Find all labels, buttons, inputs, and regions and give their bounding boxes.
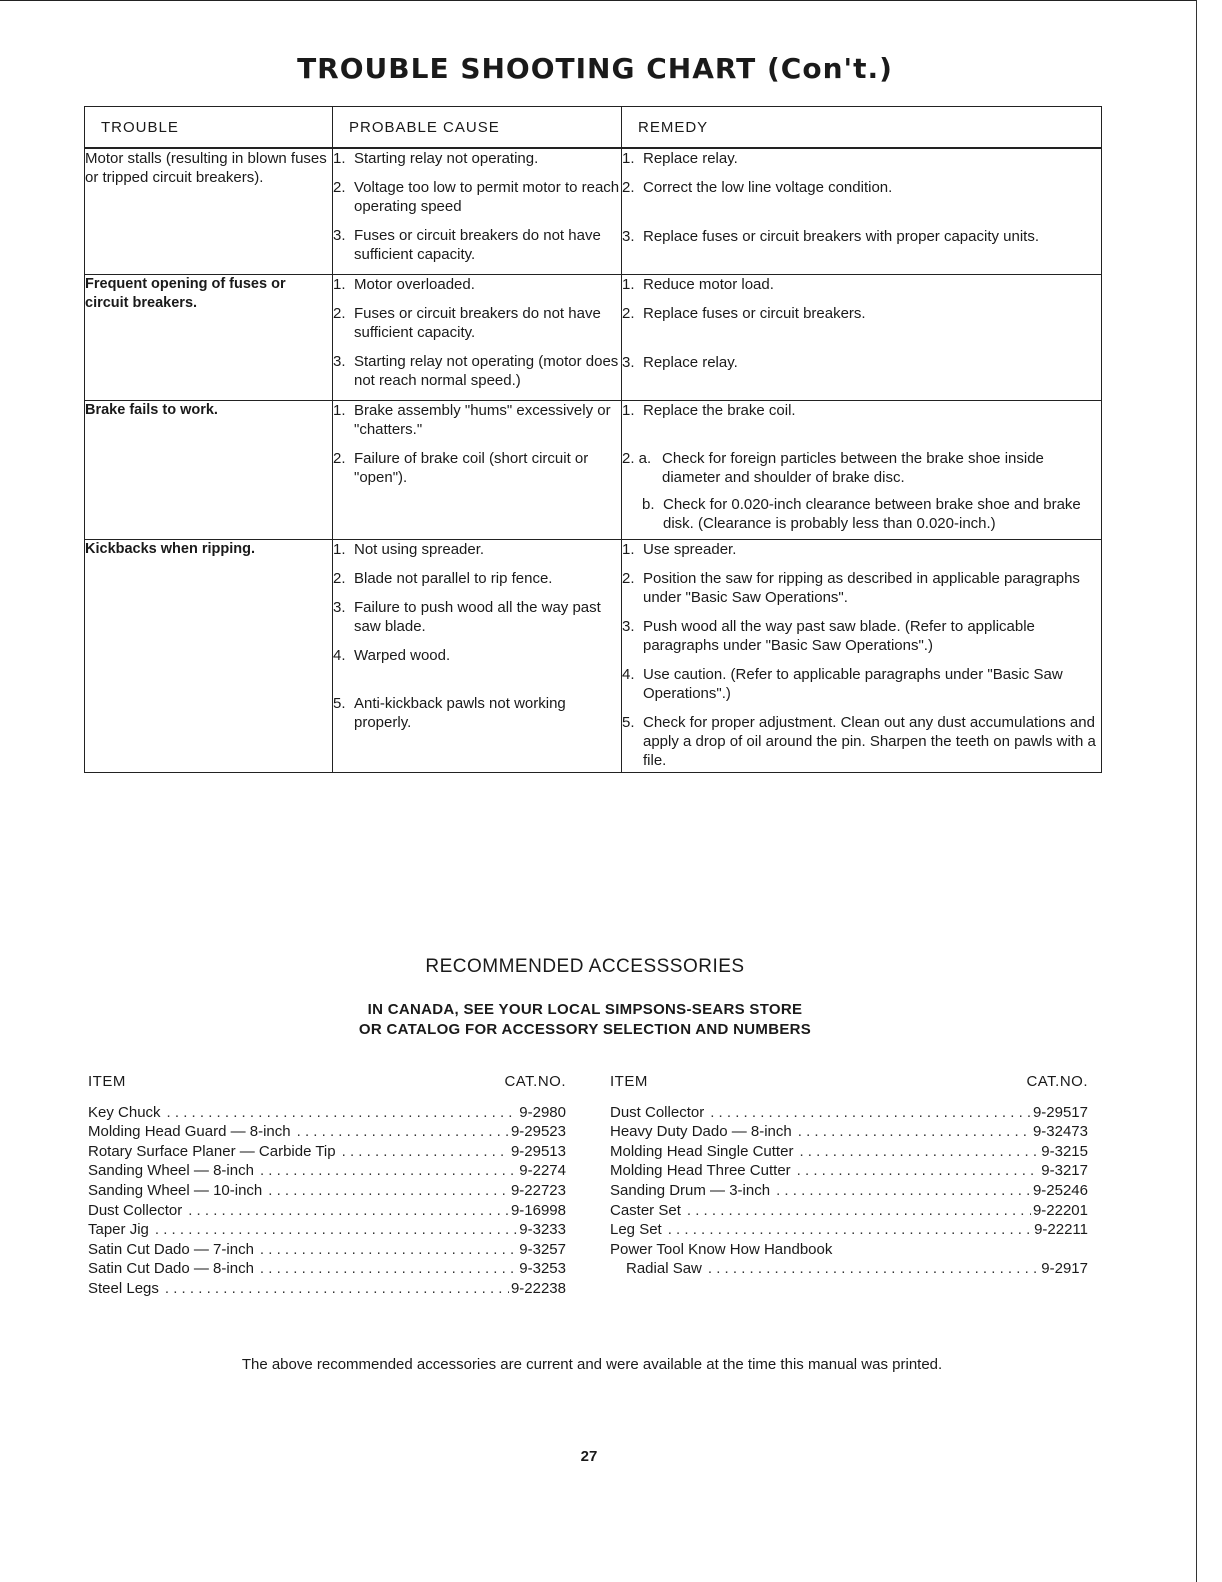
- accessory-cat-no: 9-16998: [510, 1201, 566, 1219]
- list-item: [622, 569, 1101, 607]
- accessory-name: Caster Set: [610, 1201, 681, 1219]
- item-text: Correct the low line voltage condition.: [643, 179, 893, 196]
- leader-dots: [155, 1220, 517, 1240]
- accessory-name: Leg Set: [610, 1221, 662, 1239]
- item-text: Motor overloaded.: [354, 276, 475, 293]
- accessory-name: Molding Head Guard — 8-inch: [88, 1123, 291, 1141]
- accessory-row: [610, 1240, 1088, 1260]
- accessory-name: Dust Collector: [88, 1201, 183, 1219]
- item-number: 1.: [333, 276, 346, 293]
- item-number: 2.: [333, 570, 346, 587]
- table-row: [85, 401, 1102, 540]
- remedy-cell: [622, 275, 1102, 401]
- accessory-cat-no: 9-2917: [1041, 1260, 1088, 1278]
- list-item: [333, 540, 621, 559]
- cat-column-header: CAT.NO.: [1026, 1073, 1088, 1090]
- accessory-cat-no: 9-2980: [519, 1103, 566, 1121]
- trouble-cell: [85, 148, 333, 275]
- leader-dots: [260, 1161, 517, 1181]
- leader-dots: [797, 1161, 1040, 1181]
- leader-dots: [188, 1201, 509, 1221]
- accessory-name: Radial Saw: [626, 1260, 702, 1278]
- list-item: [622, 401, 1101, 420]
- item-number: 1.: [622, 402, 635, 419]
- item-text: Not using spreader.: [354, 541, 485, 558]
- accessory-cat-no: 9-3233: [519, 1221, 566, 1239]
- item-text: Replace relay.: [643, 354, 738, 371]
- list-item: [333, 598, 621, 636]
- leader-dots: [776, 1181, 1031, 1201]
- table-row: [85, 275, 1102, 401]
- item-column-header: ITEM: [610, 1073, 648, 1090]
- accessory-row: [610, 1220, 1088, 1240]
- item-text: Check for foreign particles between the brake shoe inside diameter and shoulder of brake disc.: [662, 450, 1044, 486]
- subtitle-line: OR CATALOG FOR ACCESSORY SELECTION AND NUMBERS: [358, 1021, 812, 1038]
- accessory-name: Molding Head Single Cutter: [610, 1142, 794, 1160]
- item-number: 2.: [622, 179, 635, 196]
- accessory-row: [88, 1240, 566, 1260]
- accessories-title: RECOMMENDED ACCESSSORIES: [425, 956, 745, 977]
- trouble-cell: [85, 275, 333, 401]
- leader-dots: [167, 1103, 518, 1123]
- accessory-row: [88, 1122, 566, 1142]
- cat-column-header: CAT.NO.: [504, 1073, 566, 1090]
- accessory-cat-no: 9-29517: [1032, 1103, 1088, 1121]
- item-text: Voltage too low to permit motor to reach operating speed: [354, 179, 620, 215]
- accessory-row: [88, 1279, 566, 1299]
- list-item: [333, 275, 621, 294]
- accessory-row: [88, 1201, 566, 1221]
- accessory-name: Sanding Drum — 3-inch: [610, 1181, 771, 1199]
- item-text: Push wood all the way past saw blade. (Refer to applicable paragraphs under "Basic Saw Operations".): [643, 618, 1035, 654]
- accessory-row: [88, 1103, 566, 1123]
- accessory-cat-no: 9-3257: [519, 1240, 566, 1258]
- accessory-name: Satin Cut Dado — 8-inch: [88, 1260, 254, 1278]
- accessory-name: Sanding Wheel — 10-inch: [88, 1181, 263, 1199]
- item-text: Brake assembly "hums" excessively or "chatters.": [354, 402, 611, 438]
- list-item: [622, 540, 1101, 559]
- item-number: 3.: [622, 618, 635, 635]
- list-item: [333, 694, 621, 732]
- item-number: 3.: [333, 599, 346, 616]
- item-text: Failure of brake coil (short circuit or "open").: [354, 450, 589, 486]
- list-item: [622, 617, 1101, 655]
- list-item: [642, 495, 1101, 533]
- item-number: 2.: [622, 570, 635, 587]
- item-number: 4.: [333, 647, 346, 664]
- accessory-row: [610, 1103, 1088, 1123]
- trouble-shooting-table: [84, 106, 1102, 773]
- item-text: Fuses or circuit breakers do not have sufficient capacity.: [354, 305, 601, 341]
- item-number: 3.: [333, 353, 346, 370]
- accessory-row: [610, 1122, 1088, 1142]
- header-probable-cause: PROBABLE CAUSE: [333, 107, 622, 149]
- item-number: 5.: [333, 695, 346, 712]
- accessory-name: Sanding Wheel — 8-inch: [88, 1162, 254, 1180]
- item-number: 2. a.: [622, 450, 652, 467]
- accessories-subtitle: [0, 1000, 1170, 1040]
- footnote: The above recommended accessories are current and were available at the time this manual was printed.: [241, 1356, 943, 1373]
- accessory-cat-no: 9-29523: [510, 1123, 566, 1141]
- list-item: [333, 449, 621, 487]
- accessory-name: Steel Legs: [88, 1279, 159, 1297]
- remedy-cell: [622, 540, 1102, 773]
- trouble-cell: [85, 401, 333, 540]
- list-item: [622, 449, 1101, 487]
- top-border: [0, 0, 1196, 1]
- accessory-row: [88, 1142, 566, 1162]
- item-number: 1.: [622, 541, 635, 558]
- leader-dots: [710, 1103, 1031, 1123]
- item-number: 2.: [333, 305, 346, 322]
- leader-dots: [668, 1220, 1032, 1240]
- accessory-cat-no: 9-29513: [510, 1142, 566, 1160]
- header-trouble: TROUBLE: [85, 107, 333, 149]
- list-item: [333, 352, 621, 390]
- item-number: 1.: [333, 150, 346, 167]
- item-number: 2.: [622, 305, 635, 322]
- item-text: Anti-kickback pawls not working properly.: [354, 695, 566, 731]
- remedy-cell: [622, 401, 1102, 540]
- item-number: 1.: [622, 276, 635, 293]
- list-item: [333, 149, 621, 168]
- accessory-name: Rotary Surface Planer — Carbide Tip: [88, 1142, 336, 1160]
- item-text: Failure to push wood all the way past saw blade.: [354, 599, 601, 635]
- list-item: [622, 353, 1101, 372]
- item-text: Check for 0.020-inch clearance between brake shoe and brake disk. (Clearance is probably less than 0.020-inch.): [663, 496, 1081, 532]
- leader-dots: [260, 1259, 517, 1279]
- page-title: TROUBLE SHOOTING CHART (Con't.): [297, 52, 893, 85]
- accessory-row: [610, 1201, 1088, 1221]
- item-text: Replace the brake coil.: [643, 402, 796, 419]
- list-item: [622, 275, 1101, 294]
- accessory-cat-no: 9-3215: [1041, 1142, 1088, 1160]
- accessory-cat-no: 9-3217: [1041, 1162, 1088, 1180]
- item-text: Replace relay.: [643, 150, 738, 167]
- item-text: Replace fuses or circuit breakers with proper capacity units.: [643, 228, 1040, 245]
- leader-dots: [260, 1240, 517, 1260]
- accessory-name: Taper Jig: [88, 1221, 149, 1239]
- item-number: 1.: [333, 541, 346, 558]
- accessory-row: [88, 1259, 566, 1279]
- accessory-name: Key Chuck: [88, 1103, 161, 1121]
- accessories-right-column: [610, 1072, 1088, 1279]
- accessory-name: Satin Cut Dado — 7-inch: [88, 1240, 254, 1258]
- item-text: Check for proper adjustment. Clean out any dust accumulations and apply a drop of oil around the pin. Sharpen the teeth on pawls with a file.: [643, 714, 1096, 769]
- accessories-header: [610, 1072, 1088, 1092]
- item-number: 5.: [622, 714, 635, 731]
- list-item: [622, 149, 1101, 168]
- item-text: Replace fuses or circuit breakers.: [643, 305, 866, 322]
- leader-dots: [165, 1279, 509, 1299]
- item-number: 4.: [622, 666, 635, 683]
- accessory-row: [610, 1161, 1088, 1181]
- item-number: 3.: [622, 228, 635, 245]
- accessories-left-column: [88, 1072, 566, 1299]
- item-number: b.: [642, 496, 655, 513]
- accessory-cat-no: 9-25246: [1032, 1181, 1088, 1199]
- accessory-cat-no: 9-22238: [510, 1279, 566, 1297]
- trouble-text: Frequent opening of fuses or circuit breakers.: [85, 276, 286, 311]
- leader-dots: [342, 1142, 509, 1162]
- accessory-name: Molding Head Three Cutter: [610, 1162, 791, 1180]
- accessory-cat-no: 9-22201: [1032, 1201, 1088, 1219]
- right-border: [1196, 0, 1197, 1582]
- item-number: 2.: [333, 450, 346, 467]
- trouble-text: Motor stalls (resulting in blown fuses or tripped circuit breakers).: [85, 150, 327, 186]
- header-remedy: REMEDY: [622, 107, 1102, 149]
- accessory-row: [88, 1181, 566, 1201]
- accessory-cat-no: 9-22723: [510, 1181, 566, 1199]
- list-item: [622, 178, 1101, 197]
- accessory-row: [610, 1181, 1088, 1201]
- item-number: 2.: [333, 179, 346, 196]
- accessory-cat-no: 9-22211: [1034, 1221, 1088, 1239]
- list-item: [333, 304, 621, 342]
- list-item: [333, 178, 621, 216]
- leader-dots: [268, 1181, 509, 1201]
- accessory-row: [88, 1220, 566, 1240]
- item-text: Warped wood.: [354, 647, 451, 664]
- cause-cell: [333, 275, 622, 401]
- item-number: 1.: [622, 150, 635, 167]
- table-row: [85, 540, 1102, 773]
- leader-dots: [297, 1122, 509, 1142]
- list-item: [333, 226, 621, 264]
- cause-cell: [333, 401, 622, 540]
- accessory-cat-no: 9-2274: [519, 1162, 566, 1180]
- item-number: 3.: [622, 354, 635, 371]
- item-text: Starting relay not operating.: [354, 150, 539, 167]
- accessory-row: [610, 1259, 1088, 1279]
- item-column-header: ITEM: [88, 1073, 126, 1090]
- trouble-text: Brake fails to work.: [85, 402, 218, 418]
- cause-cell: [333, 148, 622, 275]
- accessory-cat-no: 9-32473: [1032, 1123, 1088, 1141]
- accessory-row: [610, 1142, 1088, 1162]
- item-text: Blade not parallel to rip fence.: [354, 570, 553, 587]
- list-item: [622, 304, 1101, 323]
- subtitle-line: IN CANADA, SEE YOUR LOCAL SIMPSONS-SEARS STORE: [367, 1001, 803, 1018]
- accessory-name: Heavy Duty Dado — 8-inch: [610, 1123, 792, 1141]
- table-row: [85, 148, 1102, 275]
- cause-cell: [333, 540, 622, 773]
- list-item: [622, 665, 1101, 703]
- accessory-cat-no: 9-3253: [519, 1260, 566, 1278]
- accessory-row: [88, 1161, 566, 1181]
- list-item: [333, 401, 621, 439]
- leader-dots: [799, 1142, 1039, 1162]
- item-text: Use caution. (Refer to applicable paragraphs under "Basic Saw Operations".): [643, 666, 1063, 702]
- list-item: [622, 227, 1101, 246]
- item-text: Use spreader.: [643, 541, 737, 558]
- list-item: [622, 713, 1101, 770]
- item-text: Position the saw for ripping as described in applicable paragraphs under "Basic Saw Operations".: [643, 570, 1080, 606]
- accessories-header: [88, 1072, 566, 1092]
- item-text: Reduce motor load.: [643, 276, 774, 293]
- item-number: 3.: [333, 227, 346, 244]
- item-text: Starting relay not operating (motor does not reach normal speed.): [354, 353, 619, 389]
- list-item: [333, 646, 621, 665]
- page-number: 27: [580, 1448, 598, 1465]
- handbook-label: Power Tool Know How Handbook: [610, 1240, 833, 1258]
- trouble-cell: [85, 540, 333, 773]
- item-text: Fuses or circuit breakers do not have sufficient capacity.: [354, 227, 601, 263]
- remedy-cell: [622, 148, 1102, 275]
- item-number: 1.: [333, 402, 346, 419]
- leader-dots: [687, 1201, 1031, 1221]
- leader-dots: [708, 1259, 1039, 1279]
- list-item: [333, 569, 621, 588]
- table-header-row: [85, 107, 1102, 149]
- leader-dots: [798, 1122, 1031, 1142]
- trouble-text: Kickbacks when ripping.: [85, 541, 256, 557]
- accessory-name: Dust Collector: [610, 1103, 705, 1121]
